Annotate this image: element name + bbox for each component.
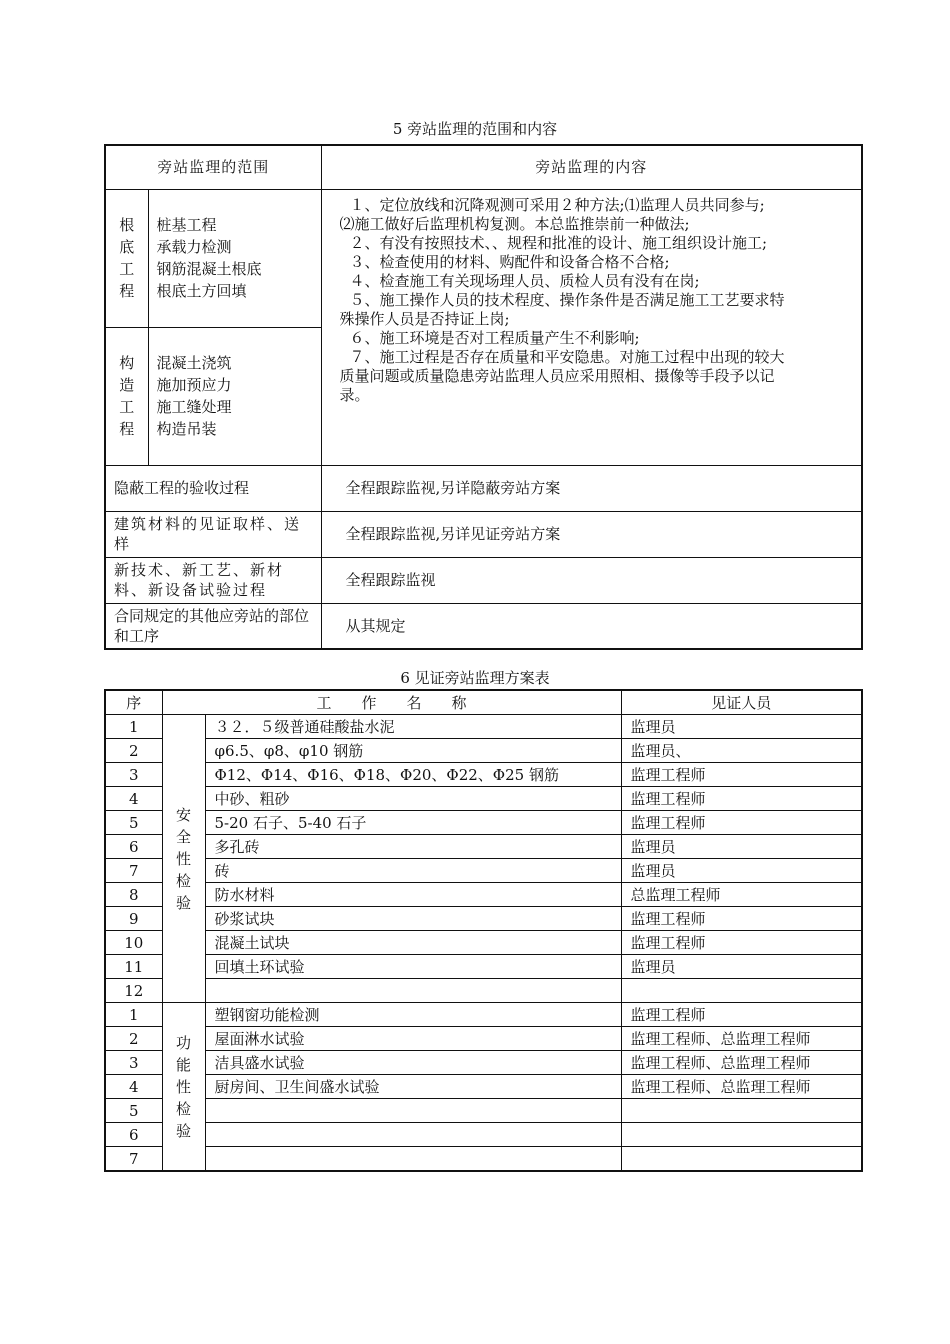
witness-cell: 监理工程师、总监理工程师 xyxy=(621,1051,862,1075)
text-line: 造 xyxy=(119,376,135,394)
table-row xyxy=(105,739,862,763)
text-line: ⑵施工做好后监理机构复测。本总监推崇前一种做法; xyxy=(339,214,690,233)
work-name-cell: 回填土环试验 xyxy=(205,955,621,979)
header-seq: 序 xyxy=(105,690,162,715)
row-number: 6 xyxy=(105,1123,162,1147)
work-name-cell: 混凝土试块 xyxy=(205,931,621,955)
table-row xyxy=(105,787,862,811)
witness-cell xyxy=(621,979,862,1003)
text-line: 构 xyxy=(119,354,135,372)
text-line: 工 xyxy=(119,398,135,416)
witness-cell: 监理工程师 xyxy=(621,1003,862,1027)
witness-cell: 监理员 xyxy=(621,835,862,859)
text-line: 底 xyxy=(119,238,135,256)
supervision-content xyxy=(321,189,862,465)
text-line: ７、施工过程是否存在质量和平安隐患。对施工过程中出现的较大 xyxy=(349,347,785,366)
row-number: 7 xyxy=(105,1147,162,1172)
scope-cell: 新技术、新工艺、新材料、新设备试验过程 xyxy=(105,557,321,603)
table-row xyxy=(105,715,862,739)
work-name-cell: φ6.5、φ8、φ10 钢筋 xyxy=(205,739,621,763)
category-function xyxy=(162,1003,205,1172)
header-witness: 见证人员 xyxy=(621,690,862,715)
header-content: 旁站监理的内容 xyxy=(321,145,862,189)
table-row xyxy=(105,763,862,787)
supervision-scope-table xyxy=(104,144,863,650)
list-item: 构造吊装 xyxy=(156,420,217,438)
row-number: 2 xyxy=(105,739,162,763)
table-row xyxy=(105,979,862,1003)
list-item: 施加预应力 xyxy=(156,376,232,394)
work-name-cell: 多孔砖 xyxy=(205,835,621,859)
row-number: 6 xyxy=(105,835,162,859)
content-cell: 全程跟踪监视 xyxy=(321,557,862,603)
content-cell: 从其规定 xyxy=(321,603,862,649)
work-name-cell: 洁具盛水试验 xyxy=(205,1051,621,1075)
text-line: 殊操作人员是否持证上岗; xyxy=(339,309,510,328)
row-number: 7 xyxy=(105,859,162,883)
content-cell: 全程跟踪监视,另详见证旁站方案 xyxy=(321,511,862,557)
row-number: 5 xyxy=(105,1099,162,1123)
witness-cell: 监理工程师 xyxy=(621,907,862,931)
row-number: 12 xyxy=(105,979,162,1003)
table-row xyxy=(105,955,862,979)
work-name-cell: 屋面淋水试验 xyxy=(205,1027,621,1051)
work-name-cell: ３２．５级普通硅酸盐水泥 xyxy=(205,715,621,739)
row-number: 2 xyxy=(105,1027,162,1051)
table-row xyxy=(105,811,862,835)
text-line: 全 xyxy=(176,827,192,846)
list-item: 施工缝处理 xyxy=(156,398,232,416)
text-line: 程 xyxy=(119,420,135,438)
list-item: 混凝土浇筑 xyxy=(156,354,232,372)
table-row xyxy=(105,1123,862,1147)
text-line: ３、检查使用的材料、购配件和设备合格不合格; xyxy=(349,252,670,271)
witness-cell: 监理工程师 xyxy=(621,763,862,787)
table-row xyxy=(105,907,862,931)
text-line: ６、施工环境是否对工程质量产生不利影响; xyxy=(349,328,640,347)
group-label-structure xyxy=(105,327,148,465)
text-line: ２、有没有按照技术、、规程和批准的设计、施工组织设计施工; xyxy=(349,233,768,252)
work-name-cell xyxy=(205,1123,621,1147)
table-row xyxy=(105,835,862,859)
work-name-cell: 5-20 石子、5-40 石子 xyxy=(205,811,621,835)
witness-cell xyxy=(621,1123,862,1147)
section5-title: 5 旁站监理的范围和内容 xyxy=(392,120,558,138)
witness-cell: 监理员、 xyxy=(621,739,862,763)
table-row xyxy=(105,1003,862,1027)
witness-cell: 总监理工程师 xyxy=(621,883,862,907)
text-line: 安 xyxy=(176,805,192,824)
text-line: 程 xyxy=(119,282,135,300)
table-row xyxy=(105,1075,862,1099)
list-item: 桩基工程 xyxy=(156,216,217,234)
witness-cell: 监理员 xyxy=(621,715,862,739)
text-line: 功 xyxy=(176,1033,192,1052)
text-line: 性 xyxy=(176,849,192,868)
work-name-cell: 中砂、粗砂 xyxy=(205,787,621,811)
text-line: ５、施工操作人员的技术程度、操作条件是否满足施工工艺要求特 xyxy=(349,290,785,309)
row-number: 11 xyxy=(105,955,162,979)
list-item: 根底土方回填 xyxy=(156,282,247,300)
text-line: 性 xyxy=(176,1077,192,1096)
witness-cell: 监理员 xyxy=(621,859,862,883)
text-line: 检 xyxy=(176,871,192,890)
text-line: 根 xyxy=(119,216,135,234)
witness-cell: 监理工程师 xyxy=(621,931,862,955)
table-row xyxy=(105,883,862,907)
group-items-structure xyxy=(148,327,321,465)
header-work-name: 工 作 名 称 xyxy=(162,690,621,715)
list-item: 承载力检测 xyxy=(156,238,232,256)
scope-cell: 合同规定的其他应旁站的部位和工序 xyxy=(105,603,321,649)
witness-cell: 监理工程师、总监理工程师 xyxy=(621,1075,862,1099)
row-number: 5 xyxy=(105,811,162,835)
list-item: 钢筋混凝土根底 xyxy=(156,260,262,278)
row-number: 1 xyxy=(105,715,162,739)
row-number: 4 xyxy=(105,787,162,811)
work-name-cell xyxy=(205,1147,621,1172)
text-line: 工 xyxy=(119,260,135,278)
content-cell: 全程跟踪监视,另详隐蔽旁站方案 xyxy=(321,465,862,511)
category-safety xyxy=(162,715,205,1003)
text-line: 质量问题或质量隐患旁站监理人员应采用照相、摄像等手段予以记 xyxy=(339,366,775,385)
group-label-foundation xyxy=(105,189,148,327)
table-row xyxy=(105,859,862,883)
text-line: 录。 xyxy=(339,385,370,404)
scope-cell: 建筑材料的见证取样、送样 xyxy=(105,511,321,557)
work-name-cell: 防水材料 xyxy=(205,883,621,907)
row-number: 3 xyxy=(105,763,162,787)
witness-cell: 监理员 xyxy=(621,955,862,979)
text-line: 验 xyxy=(176,893,192,912)
row-number: 3 xyxy=(105,1051,162,1075)
scope-cell: 隐蔽工程的验收过程 xyxy=(105,465,321,511)
witness-cell: 监理工程师、总监理工程师 xyxy=(621,1027,862,1051)
row-number: 4 xyxy=(105,1075,162,1099)
witness-cell xyxy=(621,1147,862,1172)
witness-cell xyxy=(621,1099,862,1123)
table-row xyxy=(105,1027,862,1051)
text-line: １、定位放线和沉降观测可采用２种方法;⑴监理人员共同参与; xyxy=(349,195,765,214)
work-name-cell: 厨房间、卫生间盛水试验 xyxy=(205,1075,621,1099)
table-row xyxy=(105,1051,862,1075)
section6-title: 6 见证旁站监理方案表 xyxy=(400,669,550,687)
table-row xyxy=(105,1099,862,1123)
witness-plan-table xyxy=(104,689,863,1172)
header-scope: 旁站监理的范围 xyxy=(105,145,321,189)
work-name-cell: Φ12、Φ14、Φ16、Φ18、Φ20、Φ22、Φ25 钢筋 xyxy=(205,763,621,787)
row-number: 10 xyxy=(105,931,162,955)
group-items-foundation xyxy=(148,189,321,327)
table-row xyxy=(105,931,862,955)
work-name-cell xyxy=(205,979,621,1003)
work-name-cell: 砖 xyxy=(205,859,621,883)
row-number: 1 xyxy=(105,1003,162,1027)
text-line: 能 xyxy=(176,1055,192,1074)
text-line: 验 xyxy=(176,1121,192,1140)
witness-cell: 监理工程师 xyxy=(621,787,862,811)
work-name-cell: 砂浆试块 xyxy=(205,907,621,931)
row-number: 9 xyxy=(105,907,162,931)
witness-cell: 监理工程师 xyxy=(621,811,862,835)
work-name-cell xyxy=(205,1099,621,1123)
table-row xyxy=(105,1147,862,1172)
work-name-cell: 塑钢窗功能检测 xyxy=(205,1003,621,1027)
row-number: 8 xyxy=(105,883,162,907)
text-line: 检 xyxy=(176,1099,192,1118)
text-line: ４、检查施工有关现场理人员、质检人员有没有在岗; xyxy=(349,271,700,290)
